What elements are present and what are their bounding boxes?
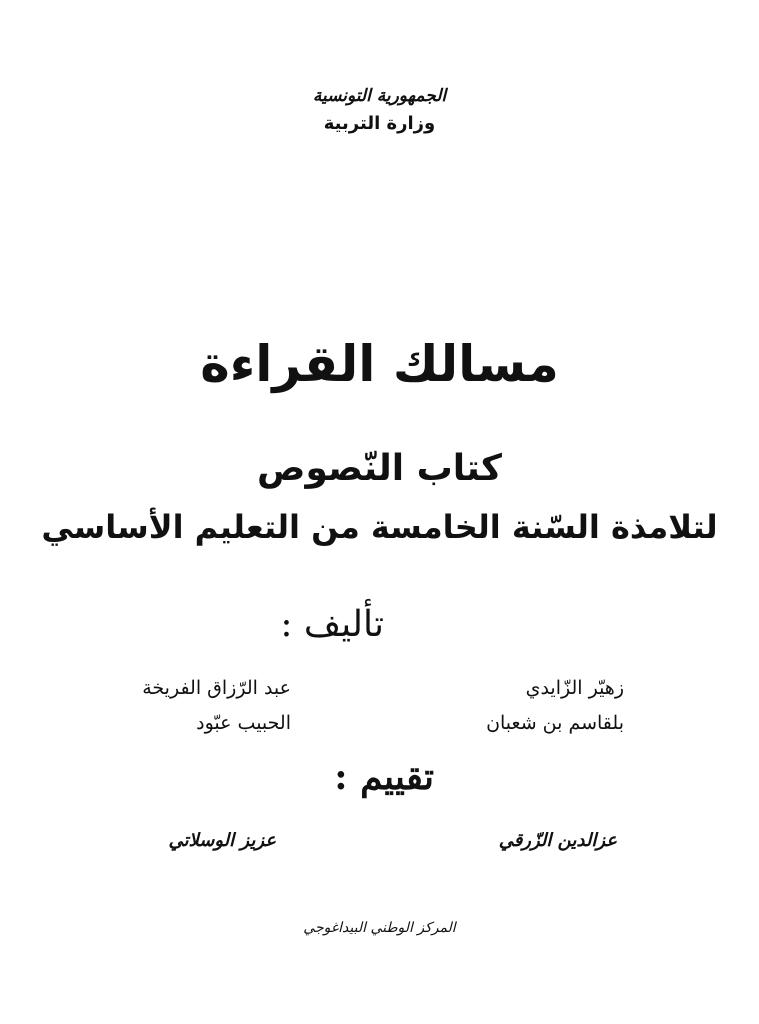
author-name: زهيّر الزّايدي: [525, 677, 624, 699]
ministry-name: وزارة التربية: [323, 113, 436, 134]
reviewer-name: عزيز الوسلاتي: [168, 830, 276, 851]
reviewer-name: عزالدين الزّرقي: [498, 830, 617, 851]
author-name: بلقاسم بن شعبان: [486, 712, 624, 734]
author-name: عبد الرّزاق الفريخة: [142, 677, 291, 699]
author-name: الحبيب عبّود: [196, 712, 291, 734]
publisher-name: المركز الوطني البيداغوجي: [303, 920, 456, 936]
book-title: مسالك القراءة: [200, 335, 559, 393]
authors-heading: تأليف :: [280, 604, 384, 645]
review-heading: تقييم :: [334, 756, 434, 798]
book-subtitle: كتاب النّصوص: [257, 448, 502, 489]
republic-name: الجمهورية التونسية: [312, 86, 447, 106]
book-audience: لتلامذة السّنة الخامسة من التعليم الأساسي: [41, 508, 718, 546]
